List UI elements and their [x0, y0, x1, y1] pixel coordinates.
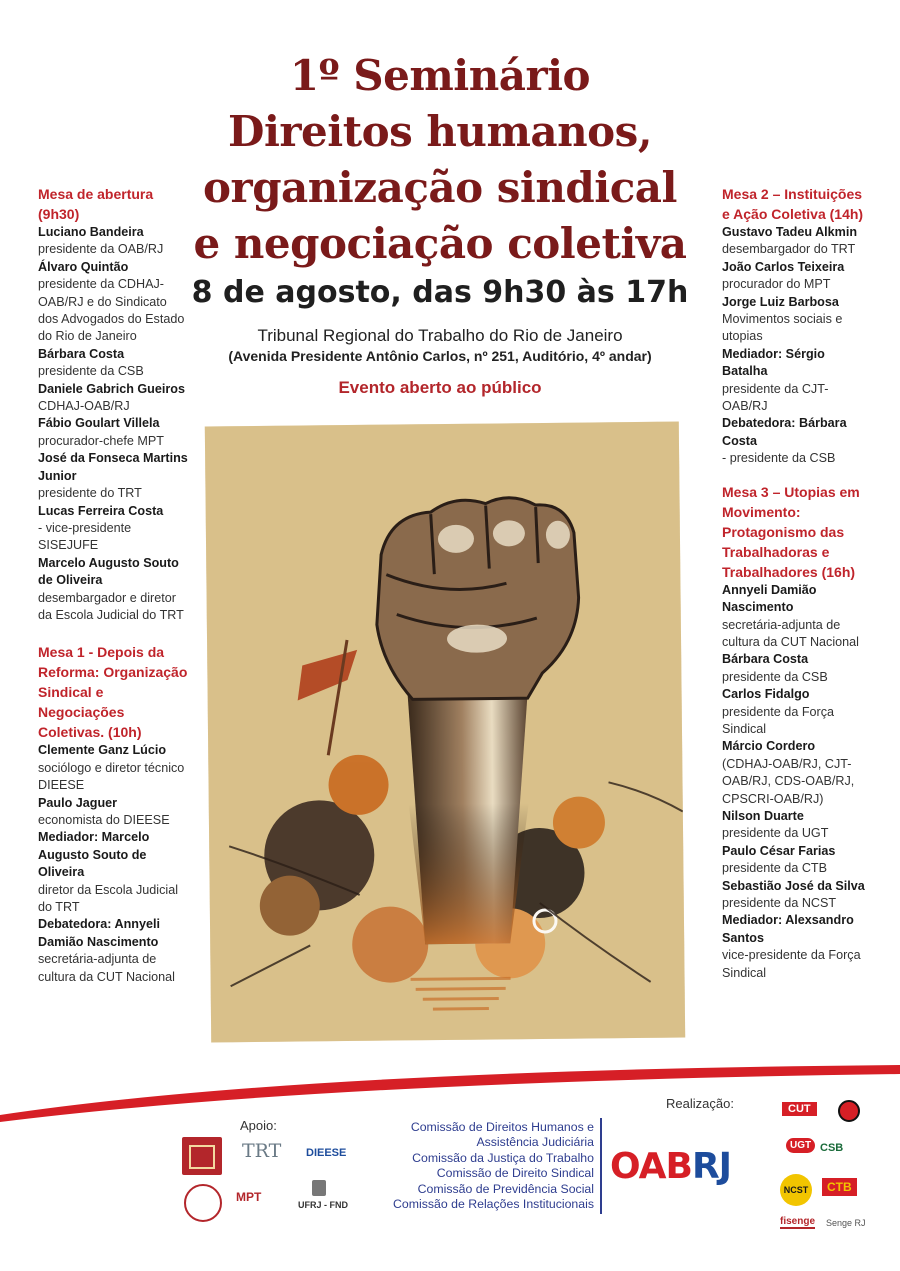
speaker-role: CDHAJ-OAB/RJ — [38, 399, 130, 414]
speaker-name: Debatedora: Annyeli Damião Nascimento — [38, 917, 160, 949]
speaker-role: procurador do MPT — [722, 277, 831, 292]
speaker-entry — [38, 829, 188, 916]
speaker-role: presidente da CSB — [722, 669, 828, 684]
speaker-entry — [722, 294, 872, 346]
speaker-entry — [38, 742, 188, 794]
fist-icon — [205, 422, 685, 1043]
speaker-entry — [38, 555, 188, 625]
speaker-name: Marcelo Augusto Souto de Oliveira — [38, 555, 179, 588]
realizacao-label: Realização: — [666, 1096, 734, 1111]
speaker-name: Clemente Ganz Lúcio — [38, 743, 167, 758]
speaker-role: (CDHAJ-OAB/RJ, CJT-OAB/RJ, CDS-OAB/RJ, CPSCRI-OAB/RJ) — [722, 756, 855, 806]
speaker-entry — [722, 259, 872, 294]
oab-seal-logo — [182, 1137, 222, 1175]
speaker-role: secretária-adjunta de cultura da CUT Nacional — [38, 952, 175, 984]
speaker-name: Mediador: Alexsandro Santos — [722, 913, 854, 945]
speaker-role: - vice-presidente SISEJUFE — [38, 520, 132, 553]
ufrj-logo: UFRJ - FND — [298, 1200, 348, 1210]
cut-logo: CUT — [782, 1102, 817, 1116]
commission-item: Comissão da Justiça do Trabalho — [412, 1150, 594, 1165]
speaker-name: Nilson Duarte — [722, 808, 804, 823]
speaker-role: presidente da OAB/RJ — [38, 242, 164, 257]
speaker-role: sociólogo e diretor técnico DIEESE — [38, 760, 185, 793]
commissions-list — [388, 1120, 594, 1212]
speaker-entry — [38, 415, 188, 450]
speaker-entry — [722, 582, 872, 652]
speaker-entry — [38, 916, 188, 986]
speaker-name: Bárbara Costa — [38, 346, 125, 361]
ugt-logo: UGT — [786, 1138, 815, 1153]
mesa-3-title: Mesa 3 – Utopias em Movimento: Protagonismo das Trabalhadoras e Trabalhadores (16h) — [722, 483, 860, 580]
speaker-entry — [722, 415, 872, 467]
speaker-entry — [38, 450, 188, 502]
mesa-3 — [722, 482, 872, 982]
oab-text: OAB — [610, 1146, 692, 1187]
speaker-role: presidente da CDHAJ-OAB/RJ e do Sindicato dos Advogados do Estado do Rio de Janeiro — [38, 277, 185, 344]
divider — [600, 1118, 602, 1214]
mesa-2-title: Mesa 2 – Instituições e Ação Coletiva (14h) — [722, 186, 864, 222]
oabrj-logo — [610, 1146, 731, 1187]
speaker-role: diretor da Escola Judicial do TRT — [38, 882, 179, 914]
speaker-entry — [722, 912, 872, 982]
speaker-name: José da Fonseca Martins Junior — [38, 451, 188, 483]
mesa-abertura — [38, 184, 188, 624]
event-address: (Avenida Presidente Antônio Carlos, nº 251, Auditório, 4º andar) — [228, 348, 652, 364]
event-title — [150, 48, 730, 272]
speaker-role: presidente da CJT-OAB/RJ — [722, 381, 829, 414]
speaker-role: vice-presidente da Força Sindical — [722, 948, 861, 980]
speaker-role: presidente da UGT — [722, 826, 829, 841]
dieese-logo: DIEESE — [306, 1147, 347, 1159]
speaker-name: Bárbara Costa — [722, 652, 809, 667]
speaker-entry — [38, 795, 188, 830]
speaker-name: Carlos Fidalgo — [722, 687, 810, 702]
speaker-role: Movimentos sociais e utopias — [722, 312, 843, 344]
seal-logo — [184, 1184, 222, 1222]
speaker-role: desembargador e diretor da Escola Judicial do TRT — [38, 590, 184, 622]
speaker-name: Annyeli Damião Nascimento — [722, 582, 817, 615]
mesa-abertura-people — [38, 224, 188, 624]
speaker-name: João Carlos Teixeira — [722, 259, 845, 274]
senge-logo: Senge RJ — [826, 1218, 866, 1228]
mesa-2-people — [722, 224, 872, 468]
forca-sindical-logo — [838, 1100, 860, 1122]
speaker-name: Fábio Goulart Villela — [38, 416, 160, 431]
speaker-entry — [722, 686, 872, 738]
ufrj-emblem-icon — [312, 1180, 326, 1196]
speaker-entry — [38, 259, 188, 346]
speaker-entry — [38, 503, 188, 555]
commission-item: Comissão de Direitos Humanos e Assistência Judiciária — [410, 1120, 594, 1150]
mesa-2 — [722, 184, 872, 468]
speaker-role: presidente da CSB — [38, 364, 144, 379]
speaker-role: economista do DIEESE — [38, 812, 170, 827]
ncst-logo: NCST — [780, 1174, 812, 1206]
commission-item: Comissão de Relações Institucionais — [393, 1197, 594, 1212]
speaker-name: Gustavo Tadeu Alkmin — [722, 225, 858, 239]
commission-item: Comissão de Previdência Social — [417, 1181, 594, 1196]
speaker-entry — [722, 808, 872, 843]
speaker-name: Álvaro Quintão — [38, 259, 129, 274]
speaker-entry — [722, 738, 872, 808]
mesa-3-people — [722, 582, 872, 982]
speaker-role: - presidente da CSB — [722, 451, 836, 466]
speaker-role: presidente do TRT — [38, 486, 142, 501]
commission-item: Comissão de Direito Sindical — [436, 1166, 594, 1181]
csb-logo: CSB — [820, 1142, 844, 1154]
speaker-name: Márcio Cordero — [722, 739, 816, 754]
event-date: 8 de agosto, das 9h30 às 17h — [191, 275, 689, 310]
speaker-role: procurador-chefe MPT — [38, 433, 164, 448]
speaker-name: Luciano Bandeira — [38, 225, 144, 239]
trt-logo: TRT — [242, 1140, 282, 1162]
speaker-role: secretária-adjunta de cultura da CUT Nacional — [722, 617, 859, 649]
title-line-3: organização sindical — [203, 163, 677, 212]
speaker-entry — [38, 224, 188, 259]
speaker-entry — [722, 346, 872, 416]
fisenge-logo: fisenge — [780, 1216, 816, 1227]
title-line-2: Direitos humanos, — [228, 107, 652, 156]
right-column — [722, 184, 872, 982]
speaker-name: Mediador: Marcelo Augusto Souto de Oliveira — [38, 830, 150, 880]
speaker-role: presidente da NCST — [722, 896, 837, 910]
speaker-entry — [722, 843, 872, 878]
apoio-label: Apoio: — [240, 1118, 277, 1133]
ctb-logo: CTB — [822, 1178, 857, 1196]
title-line-4: e negociação coletiva — [193, 219, 687, 268]
mesa-1 — [38, 642, 188, 986]
event-venue: Tribunal Regional do Trabalho do Rio de Janeiro — [257, 326, 623, 345]
speaker-entry — [722, 651, 872, 686]
speaker-name: Paulo César Farias — [722, 843, 836, 858]
speaker-name: Paulo Jaguer — [38, 795, 118, 810]
speaker-name: Lucas Ferreira Costa — [38, 503, 164, 518]
speaker-name: Mediador: Sérgio Batalha — [722, 346, 825, 379]
fist-illustration — [205, 422, 685, 1043]
speaker-entry — [722, 878, 872, 913]
mesa-1-title: Mesa 1 - Depois da Reforma: Organização Sindical e Negociações Coletivas. (10h) — [38, 644, 188, 741]
left-column — [38, 184, 188, 986]
mpt-logo: MPT — [236, 1190, 262, 1204]
speaker-entry — [722, 224, 872, 259]
title-line-1: 1º Seminário — [289, 51, 591, 100]
speaker-role: desembargador do TRT — [722, 242, 856, 257]
rj-text: RJ — [691, 1146, 732, 1187]
scales-icon — [189, 1145, 215, 1169]
speaker-name: Jorge Luiz Barbosa — [722, 294, 839, 309]
speaker-role: presidente da Força Sindical — [722, 704, 835, 736]
open-event-note: Evento aberto ao público — [338, 378, 542, 397]
speaker-role: presidente da CTB — [722, 861, 828, 876]
mesa-1-people — [38, 742, 188, 986]
speaker-name: Sebastião José da Silva — [722, 878, 865, 893]
speaker-name: Daniele Gabrich Gueiros — [38, 381, 185, 396]
speaker-name: Debatedora: Bárbara Costa — [722, 416, 847, 448]
mesa-abertura-title: Mesa de abertura (9h30) — [38, 186, 154, 222]
speaker-entry — [38, 381, 188, 416]
speaker-entry — [38, 346, 188, 381]
